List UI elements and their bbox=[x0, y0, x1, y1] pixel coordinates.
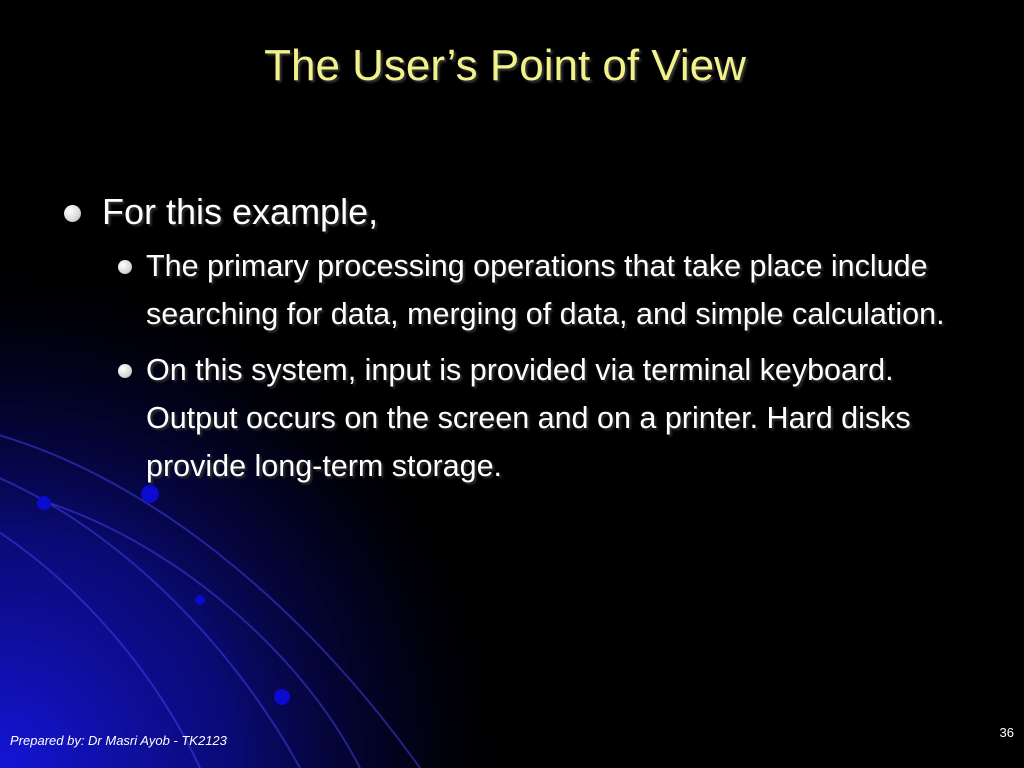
slide-content bbox=[60, 188, 990, 498]
sub-bullet-item bbox=[108, 242, 990, 338]
sub-bullet-text: On this system, input is provided via terminal keyboard. Output occurs on the screen and on a printer. Hard disks provide long-term storage. bbox=[146, 353, 911, 483]
sub-bullet-dot-icon bbox=[118, 260, 132, 274]
footer-credit: Prepared by: Dr Masri Ayob - TK2123 bbox=[10, 733, 227, 748]
bullet-text: For this example, bbox=[102, 191, 379, 232]
slide-title: The User’s Point of View bbox=[264, 41, 746, 90]
page-number: 36 bbox=[999, 725, 1014, 740]
sub-bullet-item bbox=[108, 346, 990, 490]
bullet-dot-icon bbox=[64, 205, 81, 222]
sub-bullet-text: The primary processing operations that take place include searching for data, merging of data, and simple calculation. bbox=[146, 249, 945, 331]
sub-bullet-dot-icon bbox=[118, 364, 132, 378]
sub-bullet-list bbox=[60, 242, 990, 490]
bullet-item bbox=[60, 188, 990, 236]
